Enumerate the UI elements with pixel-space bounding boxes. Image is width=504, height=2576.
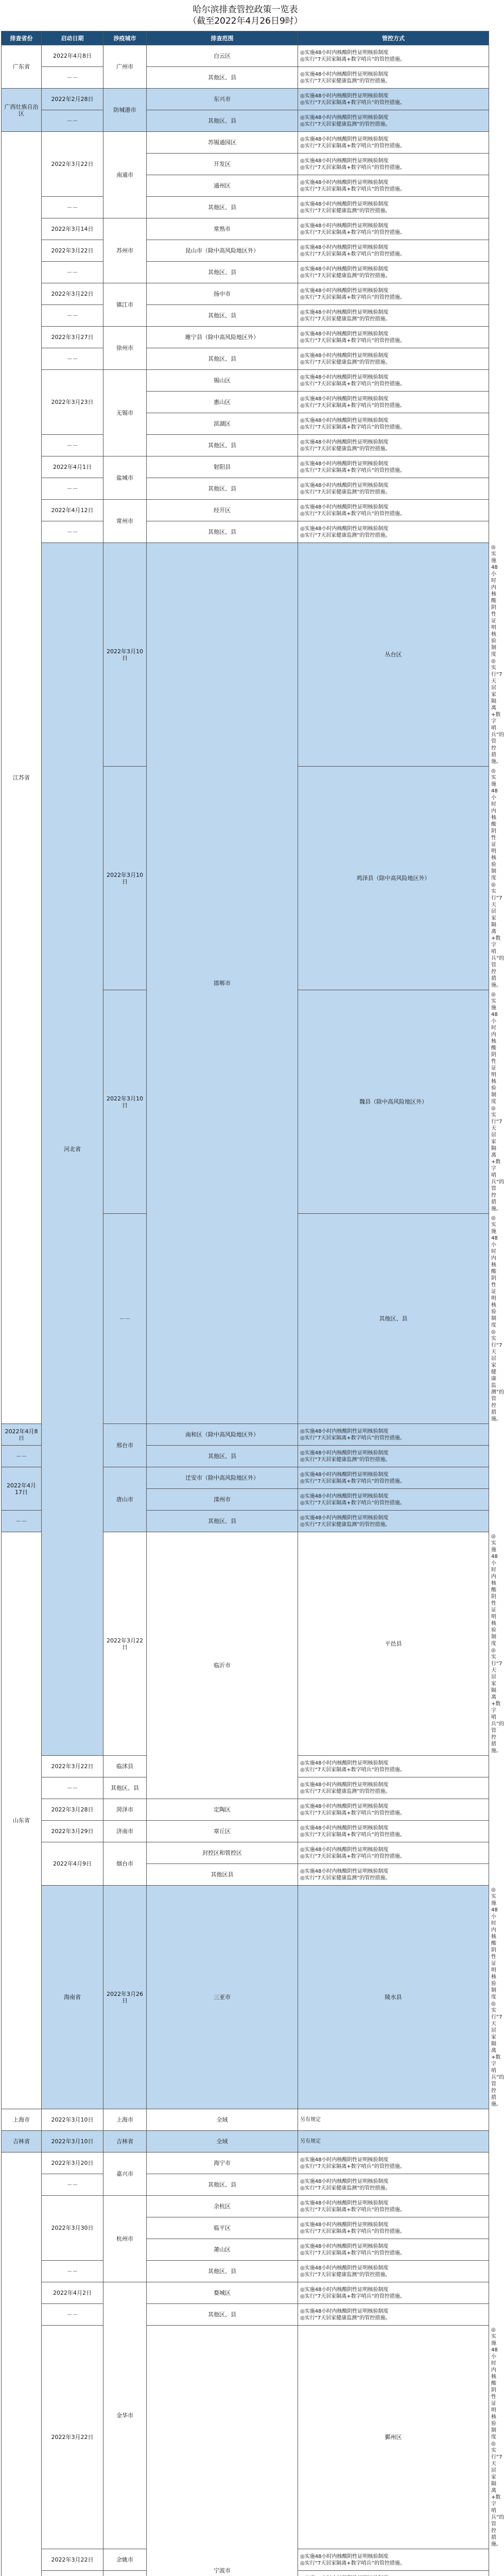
table-row xyxy=(2,45,489,67)
measure-cell: ◎实施48小时内核酸阴性证明核验制度 ◎实行“7天居家健康监测”的管控措施。 xyxy=(298,2174,489,2196)
table-row: 2022年3月22日 宁波市 鄞州区 ◎实施48小时内核酸阴性证明核验制度 ◎实行“7天居家隔离+数字哨兵”的管控措施。 xyxy=(2,2326,489,2549)
header-province: 排查省份 xyxy=(2,31,42,45)
table-row xyxy=(2,456,489,478)
table-row xyxy=(2,240,489,262)
measure-cell: ◎实施48小时内核酸阴性证明核验制度 ◎实行“7天居家隔离+数字哨兵”的管控措施。 xyxy=(298,2239,489,2261)
table-row xyxy=(2,435,489,456)
header-city: 涉疫城市 xyxy=(103,31,147,45)
date-cell: 2022年4月1日 xyxy=(42,456,103,478)
province-cell: 江苏省 xyxy=(2,132,42,1424)
date-cell: 2022年3月30日 xyxy=(42,2196,103,2261)
range-cell: 余姚市 xyxy=(103,2549,147,2571)
table-row xyxy=(2,89,489,110)
city-cell: 邢台市 xyxy=(103,1424,147,1467)
date-cell: 2022年3月10日 xyxy=(42,2131,103,2153)
measure-cell: ◎实施48小时内核酸阴性证明核验制度 ◎实行“7天居家隔离+数字哨兵”的管控措施。 xyxy=(298,240,489,262)
city-cell: 三亚市 xyxy=(147,1886,298,2109)
date-cell: －－ xyxy=(42,305,103,327)
policy-table xyxy=(1,31,489,2576)
date-cell: 2022年3月10日 xyxy=(103,990,147,1214)
range-cell: 其他区、县 xyxy=(298,1214,489,1424)
measure-cell: ◎实施48小时内核酸阴性证明核验制度 ◎实行“7天居家健康监测”的管控措施。 xyxy=(298,1777,489,1799)
table-row xyxy=(2,132,489,154)
measure-cell: ◎实施48小时内核酸阴性证明核验制度 ◎实行“7天居家健康监测”的管控措施。 xyxy=(298,305,489,327)
date-cell: 2022年3月22日 xyxy=(103,1532,147,1756)
date-cell: －－ xyxy=(42,478,103,500)
date-cell: －－ xyxy=(42,2174,103,2196)
measure-cell: ◎实施48小时内核酸阴性证明核验制度 ◎实行“7天居家健康监测”的管控措施。 xyxy=(298,2261,489,2282)
table-row xyxy=(2,2131,489,2153)
city-cell: 金华市 xyxy=(103,2282,147,2549)
city-cell: 嘉兴市 xyxy=(103,2153,147,2196)
date-cell xyxy=(42,2571,103,2576)
measure-cell: ◎实施48小时内核酸阴性证明核验制度 ◎实行“7天居家健康监测”的管控措施。 xyxy=(298,348,489,370)
range-cell: 其他区县 xyxy=(147,1864,298,1886)
range-cell: 鸡泽县（除中高风险地区外） xyxy=(298,767,489,990)
province-cell: 河北省 xyxy=(42,543,103,1756)
table-row: 2022年3月10日 鸡泽县（除中高风险地区外） ◎实施48小时内核酸阴性证明核验制度 ◎实行“7天居家隔离+数字哨兵”的管控措施。 xyxy=(2,767,489,990)
province-cell: 吉林省 xyxy=(2,2131,42,2153)
table-row xyxy=(2,2153,489,2174)
header-measure: 管控方式 xyxy=(298,31,489,45)
table-row xyxy=(2,327,489,348)
measure-cell: ◎实施48小时内核酸阴性证明核验制度 ◎实行“7天居家健康监测”的管控措施。 xyxy=(298,2304,489,2326)
table-row xyxy=(2,110,489,132)
measure-cell xyxy=(298,2571,489,2576)
range-cell: 其他区、县 xyxy=(147,197,298,218)
city-cell: 徐州市 xyxy=(103,327,147,370)
table-row xyxy=(2,478,489,500)
range-cell: 其他区、县 xyxy=(147,2261,298,2282)
measure-cell: ◎实施48小时内核酸阴性证明核验制度 ◎实行“7天居家健康监测”的管控措施。 xyxy=(298,197,489,218)
range-cell: 章丘区 xyxy=(147,1821,298,1842)
date-cell: 2022年4月12日 xyxy=(42,500,103,521)
measure-cell: ◎实施48小时内核酸阴性证明核验制度 ◎实行“7天居家健康监测”的管控措施。 xyxy=(298,110,489,132)
range-cell: 其他区、县 xyxy=(147,1511,298,1532)
measure-cell: ◎实施48小时内核酸阴性证明核验制度 ◎实行“7天居家隔离+数字哨兵”的管控措施。 xyxy=(298,2153,489,2174)
range-cell: 常熟市 xyxy=(147,218,298,240)
measure-cell: ◎实施48小时内核酸阴性证明核验制度 ◎实行“7天居家隔离+数字哨兵”的管控措施。 xyxy=(298,456,489,478)
measure-cell: ◎实施48小时内核酸阴性证明核验制度 ◎实行“7天居家隔离+数字哨兵”的管控措施。 xyxy=(298,1424,489,1446)
measure-cell: ◎实施48小时内核酸阴性证明核验制度 ◎实行“7天居家隔离+数字哨兵”的管控措施。 xyxy=(298,283,489,305)
date-cell: －－ xyxy=(42,262,103,283)
page-title: 哈尔滨排查管控政策一览表 xyxy=(1,0,490,15)
city-cell: 上海市 xyxy=(103,2109,147,2131)
province-cell: 广东省 xyxy=(2,45,42,89)
city-cell: 临沂市 xyxy=(147,1532,298,1799)
range-cell: 全域 xyxy=(147,2131,298,2153)
date-cell: －－ xyxy=(42,110,103,132)
measure-cell: ◎实施48小时内核酸阴性证明核验制度 ◎实行“7天居家隔离+数字哨兵”的管控措施。 xyxy=(298,1799,489,1821)
city-cell: 广州市 xyxy=(103,45,147,89)
table-row xyxy=(2,1799,489,1821)
measure-cell: ◎实施48小时内核酸阴性证明核验制度 ◎实行“7天居家隔离+数字哨兵”的管控措施。 xyxy=(298,392,489,413)
city-cell: 吉林省 xyxy=(103,2131,147,2153)
date-cell: 2022年3月22日 xyxy=(42,283,103,305)
measure-cell: ◎实施48小时内核酸阴性证明核验制度 ◎实行“7天居家健康监测”的管控措施。 xyxy=(298,67,489,89)
measure-cell: ◎实施48小时内核酸阴性证明核验制度 ◎实行“7天居家隔离+数字哨兵”的管控措施。 xyxy=(298,2282,489,2304)
date-cell: －－ xyxy=(42,2304,103,2326)
range-cell: 丛台区 xyxy=(298,543,489,767)
date-cell: 2022年4月17日 xyxy=(2,1467,42,1511)
date-cell: 2022年3月22日 xyxy=(42,240,103,262)
date-cell: －－ xyxy=(42,435,103,456)
measure-cell: ◎实施48小时内核酸阴性证明核验制度 ◎实行“7天居家隔离+数字哨兵”的管控措施。 xyxy=(298,175,489,197)
date-cell: 2022年3月29日 xyxy=(42,1821,103,1842)
table-row xyxy=(2,2109,489,2131)
city-cell: 宁波市 xyxy=(147,2326,298,2576)
range-cell: 苏锡通园区 xyxy=(147,132,298,154)
range-cell: 萧山区 xyxy=(147,2239,298,2261)
date-cell: 2022年3月26日 xyxy=(103,1886,147,2109)
table-row xyxy=(2,218,489,240)
measure-cell: ◎实施48小时内核酸阴性证明核验制度 ◎实行“7天居家隔离+数字哨兵”的管控措施。 xyxy=(298,132,489,154)
table-row xyxy=(2,2304,489,2326)
measure-cell: ◎实施48小时内核酸阴性证明核验制度 ◎实行“7天居家隔离+数字哨兵”的管控措施。 xyxy=(298,2196,489,2217)
range-cell: 迁安市（除中高风险地区外） xyxy=(147,1467,298,1489)
range-cell: 临平区 xyxy=(147,2217,298,2239)
city-cell: 镇江市 xyxy=(103,283,147,327)
range-cell: 其他区、县 xyxy=(147,2304,298,2326)
table-row xyxy=(2,2174,489,2196)
range-cell: 其他区、县 xyxy=(147,305,298,327)
range-cell: 其他区、县 xyxy=(147,435,298,456)
measure-cell: ◎实施48小时内核酸阴性证明核验制度 ◎实行“7天居家隔离+数字哨兵”的管控措施。 xyxy=(298,45,489,67)
range-cell: 婺城区 xyxy=(147,2282,298,2304)
measure-cell: ◎实施48小时内核酸阴性证明核验制度 ◎实行“7天居家隔离+数字哨兵”的管控措施。 xyxy=(298,1756,489,1777)
date-cell: －－ xyxy=(2,1446,42,1467)
table-row: 河北省 2022年3月10日 邯郸市 丛台区 ◎实施48小时内核酸阴性证明核验制度 ◎实行“7天居家隔离+数字哨兵”的管控措施。 xyxy=(2,543,489,767)
table-row xyxy=(2,2196,489,2217)
measure-cell: ◎实施48小时内核酸阴性证明核验制度 ◎实行“7天居家健康监测”的管控措施。 xyxy=(298,478,489,500)
date-cell: 2022年3月10日 xyxy=(103,767,147,990)
date-cell: 2022年3月22日 xyxy=(42,2549,103,2571)
table-header-row xyxy=(2,31,489,45)
table-row xyxy=(2,2282,489,2304)
table-row: 海南省 2022年3月26日 三亚市 陵水县 ◎实施48小时内核酸阴性证明核验制度 ◎实行“7天居家隔离+数字哨兵”的管控措施。 xyxy=(2,1886,489,2109)
range-cell: 锡山区 xyxy=(147,370,298,392)
date-cell: 2022年4月8日 xyxy=(42,45,103,67)
range-cell: 封控区和管控区 xyxy=(147,1842,298,1864)
table-row xyxy=(2,262,489,283)
range-cell: 陵水县 xyxy=(298,1886,489,2109)
measure-cell: ◎实施48小时内核酸阴性证明核验制度 ◎实行“7天居家隔离+数字哨兵”的管控措施。 xyxy=(298,1842,489,1864)
range-cell: 定陶区 xyxy=(147,1799,298,1821)
measure-cell: ◎实施48小时内核酸阴性证明核验制度 ◎实行“7天居家健康监测”的管控措施。 xyxy=(298,1446,489,1467)
range-cell: 其他区、县 xyxy=(147,521,298,543)
page-subtitle: （截至2022年4月26日9时） xyxy=(1,15,490,27)
table-row xyxy=(2,348,489,370)
date-cell: －－ xyxy=(42,2261,103,2282)
range-cell: 睢宁县（除中高风险地区外） xyxy=(147,327,298,348)
header-range: 排查范围 xyxy=(147,31,298,45)
table-row xyxy=(2,197,489,218)
table-row: －－ 其他区、县 ◎实施48小时内核酸阴性证明核验制度 ◎实行“7天居家健康监测”的管控措施。 xyxy=(2,1214,489,1424)
range-cell: 其他区、县 xyxy=(147,262,298,283)
date-cell: 2022年3月22日 xyxy=(42,132,103,197)
range-cell: 惠山区 xyxy=(147,392,298,413)
range-cell: 其他区、县 xyxy=(147,478,298,500)
range-cell: 全域 xyxy=(147,2109,298,2131)
measure-cell: ◎实施48小时内核酸阴性证明核验制度 ◎实行“7天居家隔离+数字哨兵”的管控措施。 xyxy=(298,370,489,392)
measure-cell: ◎实施48小时内核酸阴性证明核验制度 ◎实行“7天居家隔离+数字哨兵”的管控措施。 xyxy=(298,2549,489,2571)
measure-cell: ◎实施48小时内核酸阴性证明核验制度 ◎实行“7天居家隔离+数字哨兵”的管控措施。 xyxy=(298,327,489,348)
table-row xyxy=(2,500,489,521)
date-cell: －－ xyxy=(42,348,103,370)
measure-cell: ◎实施48小时内核酸阴性证明核验制度 ◎实行“7天居家隔离+数字哨兵”的管控措施。 xyxy=(298,500,489,521)
city-cell: 烟台市 xyxy=(103,1842,147,1886)
range-cell: 海宁市 xyxy=(147,2153,298,2174)
measure-cell: ◎实施48小时内核酸阴性证明核验制度 ◎实行“7天居家健康监测”的管控措施。 xyxy=(298,1511,489,1532)
date-cell: 2022年4月2日 xyxy=(42,2282,103,2304)
range-cell: 其他区、县 xyxy=(147,348,298,370)
date-cell: －－ xyxy=(42,197,103,218)
table-row: 山东省 2022年3月22日 临沂市 平邑县 ◎实施48小时内核酸阴性证明核验制度 ◎实行“7天居家隔离+数字哨兵”的管控措施。 xyxy=(2,1532,489,1756)
city-cell: 邯郸市 xyxy=(147,543,298,1424)
province-cell: 广西壮族自治区 xyxy=(2,89,42,132)
city-cell: 济南市 xyxy=(103,1821,147,1842)
city-cell: 南通市 xyxy=(103,132,147,218)
range-cell: 滦州市 xyxy=(147,1489,298,1511)
range-cell: 临沭县 xyxy=(103,1756,147,1777)
measure-cell: ◎实施48小时内核酸阴性证明核验制度 ◎实行“7天居家健康监测”的管控措施。 xyxy=(298,435,489,456)
city-cell: 防城港市 xyxy=(103,89,147,132)
range-cell: 其他区、县 xyxy=(147,2174,298,2196)
measure-cell: ◎实施48小时内核酸阴性证明核验制度 ◎实行“7天居家健康监测”的管控措施。 xyxy=(298,262,489,283)
measure-cell: ◎实施48小时内核酸阴性证明核验制度 ◎实行“7天居家隔离+数字哨兵”的管控措施。 xyxy=(298,218,489,240)
measure-cell: ◎实施48小时内核酸阴性证明核验制度 ◎实行“7天居家隔离+数字哨兵”的管控措施。 xyxy=(298,154,489,175)
measure-cell: 另有规定 xyxy=(298,2109,489,2131)
date-cell: －－ xyxy=(42,67,103,89)
range-cell: 余杭区 xyxy=(147,2196,298,2217)
range-cell: 魏县（除中高风险地区外） xyxy=(298,990,489,1214)
table-row: 2022年3月10日 魏县（除中高风险地区外） ◎实施48小时内核酸阴性证明核验制度 ◎实行“7天居家隔离+数字哨兵”的管控措施。 xyxy=(2,990,489,1214)
table-row xyxy=(2,1821,489,1842)
table-row xyxy=(2,1842,489,1864)
date-cell: －－ xyxy=(42,1777,103,1799)
range-cell: 其他区、县 xyxy=(147,110,298,132)
city-cell: 杭州市 xyxy=(103,2196,147,2282)
date-cell: 2022年3月20日 xyxy=(42,2153,103,2174)
table-body xyxy=(2,45,489,2576)
range-cell xyxy=(103,2571,147,2576)
province-cell: 山东省 xyxy=(2,1532,42,2109)
range-cell: 白云区 xyxy=(147,45,298,67)
date-cell: 2022年3月10日 xyxy=(103,543,147,767)
range-cell: 鄞州区 xyxy=(298,2326,489,2549)
city-cell: 盐城市 xyxy=(103,456,147,500)
range-cell: 平邑县 xyxy=(298,1532,489,1756)
measure-cell: 另有规定 xyxy=(298,2131,489,2153)
range-cell: 其他区、县 xyxy=(147,1446,298,1467)
date-cell: 2022年4月8日 xyxy=(2,1424,42,1446)
date-cell: －－ xyxy=(2,1511,42,1532)
range-cell: 滨湖区 xyxy=(147,413,298,435)
date-cell: 2022年4月9日 xyxy=(42,1842,103,1886)
date-cell: 2022年3月14日 xyxy=(42,218,103,240)
table-row xyxy=(2,370,489,392)
measure-cell: ◎实施48小时内核酸阴性证明核验制度 ◎实行“7天居家隔离+数字哨兵”的管控措施。 xyxy=(298,2217,489,2239)
range-cell: 通州区 xyxy=(147,175,298,197)
measure-cell: ◎实施48小时内核酸阴性证明核验制度 ◎实行“7天居家隔离+数字哨兵”的管控措施。 xyxy=(298,1489,489,1511)
measure-cell: ◎实施48小时内核酸阴性证明核验制度 ◎实行“7天居家健康监测”的管控措施。 xyxy=(298,521,489,543)
date-cell: －－ xyxy=(42,521,103,543)
province-cell xyxy=(2,2153,42,2576)
range-cell: 射阳县 xyxy=(147,456,298,478)
city-cell: 唐山市 xyxy=(103,1467,147,1532)
measure-cell: ◎实施48小时内核酸阴性证明核验制度 ◎实行“7天居家隔离+数字哨兵”的管控措施。 xyxy=(298,1467,489,1489)
range-cell: 东兴市 xyxy=(147,89,298,110)
table-row xyxy=(2,521,489,543)
range-cell: 其他区、县 xyxy=(147,67,298,89)
province-cell: 上海市 xyxy=(2,2109,42,2131)
range-cell: 扬中市 xyxy=(147,283,298,305)
city-cell: 常州市 xyxy=(103,500,147,543)
range-cell: 其他区、县 xyxy=(103,1777,147,1799)
date-cell: －－ xyxy=(103,1214,147,1424)
city-cell: 苏州市 xyxy=(103,218,147,283)
measure-cell: ◎实施48小时内核酸阴性证明核验制度 ◎实行“7天居家隔离+数字哨兵”的管控措施。 xyxy=(298,413,489,435)
range-cell: 昆山市（除中高风险地区外） xyxy=(147,240,298,262)
range-cell: 南和区（除中高风险地区外） xyxy=(147,1424,298,1446)
date-cell: 2022年2月28日 xyxy=(42,89,103,110)
date-cell: 2022年3月28日 xyxy=(42,1799,103,1821)
date-cell: 2022年3月27日 xyxy=(42,327,103,348)
date-cell: 2022年3月10日 xyxy=(42,2109,103,2131)
table-row xyxy=(2,283,489,305)
range-cell: 开发区 xyxy=(147,154,298,175)
table-row xyxy=(2,67,489,89)
table-row xyxy=(2,2261,489,2282)
date-cell: 2022年3月22日 xyxy=(42,1756,103,1777)
range-cell: 经开区 xyxy=(147,500,298,521)
city-cell: 菏泽市 xyxy=(103,1799,147,1821)
province-cell: 海南省 xyxy=(42,1886,103,2109)
measure-cell: ◎实施48小时内核酸阴性证明核验制度 ◎实行“7天居家隔离+数字哨兵”的管控措施。 xyxy=(298,1821,489,1842)
table-row xyxy=(2,305,489,327)
date-cell: 2022年3月23日 xyxy=(42,370,103,435)
header-start-date: 启动日期 xyxy=(42,31,103,45)
measure-cell: ◎实施48小时内核酸阴性证明核验制度 ◎实行“7天居家健康监测”的管控措施。 xyxy=(298,1864,489,1886)
city-cell: 无锡市 xyxy=(103,370,147,456)
date-cell: 2022年3月22日 xyxy=(42,2326,103,2549)
measure-cell: ◎实施48小时内核酸阴性证明核验制度 ◎实行“7天居家隔离+数字哨兵”的管控措施。 xyxy=(298,89,489,110)
